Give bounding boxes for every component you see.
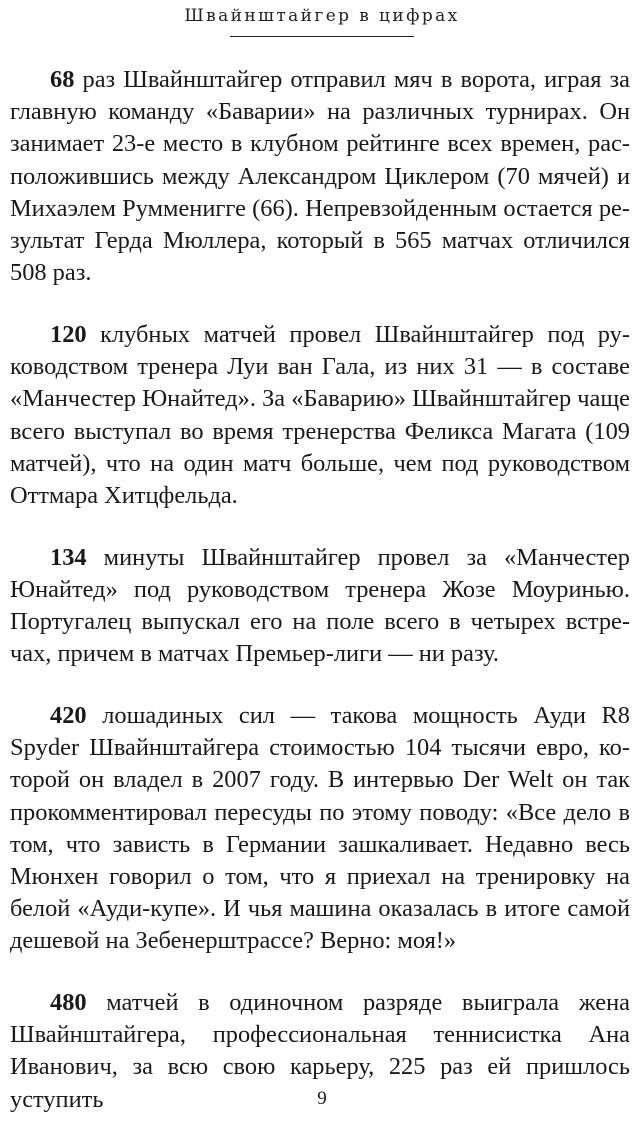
stat-number: 420 (50, 701, 87, 729)
paragraph-text: раз Швайнштайгер отправил мяч в ворота, играя за главную команду «Баварии» на различных турнирах. Он занимает 23-е место в клубном рейтинге всех времен, расположившись между Александром Циклером (70 мячей) и Михаэлем Румменигге (66). Непревзойденным остается результат Герда Мюллера, который в 565 матчах отличился 508 раз. (10, 66, 630, 287)
stat-number: 120 (50, 320, 87, 348)
page-number: 9 (317, 1088, 327, 1109)
paragraph-420 (10, 700, 630, 958)
stat-number: 68 (50, 66, 75, 93)
stat-number: 134 (50, 543, 87, 571)
running-header: Швайнштайгер в цифрах (184, 6, 460, 26)
paragraph-text: лошадиных сил — такова мощность Ауди R8 Spyder Швайнштайгера стоимостью 104 тысячи евро, которой он владел в 2007 году. В интервью Der Welt он так прокомментировал пересуды по этому поводу: «Все дело в том, что зависть в Германии зашкаливает. Недавно весь Мюнхен говорил о том, что я приехал на тренировку на белой «Ауди-купе». И чья машина оказалась в итоге самой дешевой на Зебенерштрассе? Верно: моя!» (10, 701, 630, 955)
paragraph-text: матчей в одиночном разряде выиграла жена Швайнштайгера, профессиональная теннисистка Ана Иванович, за всю свою карьеру, 225 раз ей пришлось уступить (10, 989, 630, 1113)
paragraph-text: минуты Швайнштайгер провел за «Манчестер Юнайтед» под руководством тренера Жозе Моуринью. Португалец выпускал его на поле всего в четырех встречах, причем в матчах Премьер-лиги — ни разу. (10, 543, 630, 668)
paragraph-120 (10, 319, 630, 512)
page-body (10, 64, 630, 1145)
paragraph-134 (10, 542, 630, 671)
paragraph-text: клубных матчей провел Швайнштайгер под руководством тренера Луи ван Гала, из них 31 — в составе «Манчестер Юнайтед». За «Баварию» Швайнштайгер чаще всего выступал во время тренерства Феликса Магата (109 матчей), что на один матч больше, чем под руководством Оттмара Хитцфельда. (10, 320, 630, 509)
paragraph-68 (10, 64, 630, 289)
stat-number: 480 (50, 989, 87, 1017)
header-underline (230, 36, 414, 37)
